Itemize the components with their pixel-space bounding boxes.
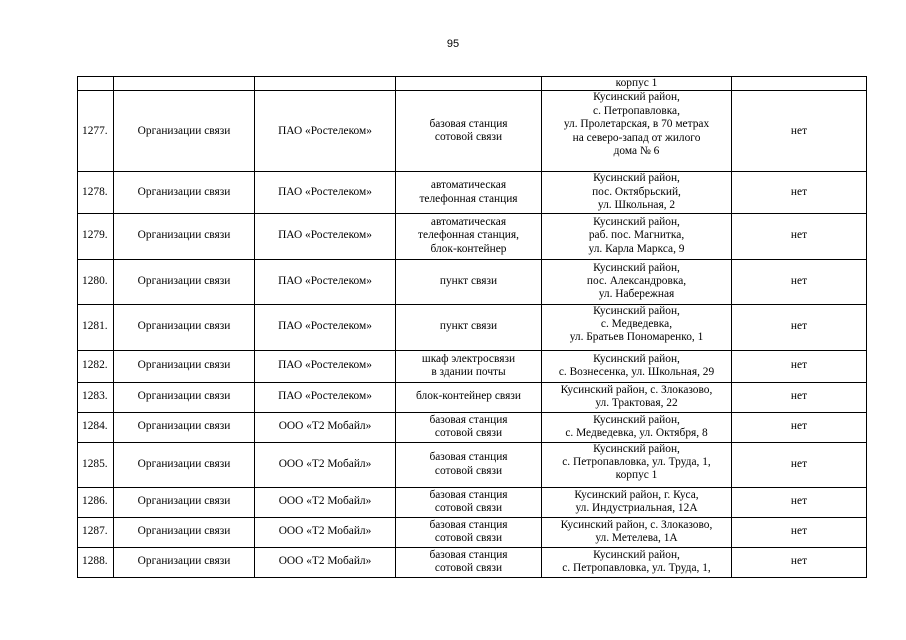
address-line: корпус 1 <box>615 469 658 482</box>
num-cell <box>78 77 114 91</box>
category-cell <box>114 442 255 487</box>
address-line: ул. Братьев Пономаренко, 1 <box>569 331 704 344</box>
category-cell <box>114 547 255 577</box>
object-line: базовая станция <box>429 488 508 501</box>
owner-cell <box>255 91 396 172</box>
address-line: с. Медведевка, ул. Октября, 8 <box>565 427 708 440</box>
num-cell <box>78 213 114 259</box>
object-cell <box>396 213 542 259</box>
category-cell <box>114 350 255 382</box>
owner-cell <box>255 382 396 412</box>
address-cell <box>542 91 732 172</box>
object-line: автоматическая <box>430 179 507 192</box>
object-line: базовая станция <box>429 118 508 130</box>
address-line: Кусинский район, <box>593 91 680 104</box>
owner-text: ООО «Т2 Мобайл» <box>278 525 372 538</box>
address-cell <box>542 487 732 517</box>
category-cell <box>114 517 255 547</box>
address-line: ул. Пролетарская, в 70 метрах <box>563 118 710 131</box>
num-cell <box>78 547 114 577</box>
address-line: с. Петропавловка, ул. Труда, 1, <box>562 456 711 469</box>
address-line: Кусинский район, с. Злоказово, <box>560 383 713 396</box>
num-cell <box>78 172 114 213</box>
owner-cell <box>255 517 396 547</box>
value-text: нет <box>790 495 808 508</box>
registry-table <box>77 76 867 578</box>
value-cell <box>732 91 867 172</box>
address-cell <box>542 77 732 91</box>
value-cell <box>732 487 867 517</box>
address-line: ул. Набережная <box>598 288 675 301</box>
address-cell <box>542 304 732 350</box>
owner-text: ПАО «Ростелеком» <box>278 124 372 137</box>
value-text: нет <box>790 457 808 470</box>
row-number: 1279. <box>82 229 108 242</box>
category-text: Организации связи <box>137 457 231 470</box>
address-line: с. Петропавловка, <box>593 104 680 117</box>
owner-cell <box>255 213 396 259</box>
category-cell <box>114 412 255 442</box>
address-line: Кусинский район, <box>593 413 680 426</box>
address-cell <box>542 547 732 577</box>
object-line: пункт связи <box>439 320 498 333</box>
category-cell <box>114 91 255 172</box>
row-number: 1288. <box>82 555 108 568</box>
row-number: 1282. <box>82 359 108 372</box>
category-text: Организации связи <box>137 320 231 333</box>
category-cell <box>114 213 255 259</box>
category-text: Организации связи <box>137 420 231 433</box>
object-line: базовая станция <box>429 451 508 464</box>
table-row <box>78 213 867 259</box>
address-line: Кусинский район, <box>593 442 680 455</box>
table-row <box>78 382 867 412</box>
owner-text: ООО «Т2 Мобайл» <box>278 420 372 433</box>
value-text: нет <box>790 555 808 568</box>
owner-cell <box>255 487 396 517</box>
value-cell <box>732 517 867 547</box>
object-cell <box>396 77 542 91</box>
category-cell <box>114 487 255 517</box>
row-number: 1283. <box>82 390 108 403</box>
object-line: телефонная станция <box>419 192 518 205</box>
category-text: Организации связи <box>137 229 231 242</box>
row-number: 1280. <box>82 274 108 287</box>
object-cell <box>396 259 542 304</box>
table-row <box>78 91 867 172</box>
address-line: Кусинский район, <box>593 261 680 274</box>
row-number: 1284. <box>82 420 108 433</box>
object-cell <box>396 91 542 172</box>
address-line: пос. Александровка, <box>586 274 687 287</box>
table-body <box>78 77 867 578</box>
object-cell <box>396 442 542 487</box>
object-line: сотовой связи <box>434 532 503 545</box>
address-line: Кусинский район, <box>593 548 680 561</box>
num-cell <box>78 442 114 487</box>
table-row <box>78 259 867 304</box>
address-line: ул. Трактовая, 22 <box>595 397 678 410</box>
table-row <box>78 172 867 213</box>
value-cell <box>732 382 867 412</box>
object-line: базовая станция <box>429 518 508 531</box>
category-text: Организации связи <box>137 124 231 137</box>
address-cell <box>542 259 732 304</box>
owner-cell <box>255 412 396 442</box>
value-cell <box>732 412 867 442</box>
value-text: нет <box>790 185 808 198</box>
table-row <box>78 412 867 442</box>
table-row <box>78 304 867 350</box>
address-cell <box>542 382 732 412</box>
owner-text: ООО «Т2 Мобайл» <box>278 555 372 568</box>
object-cell <box>396 172 542 213</box>
row-number: 1278. <box>82 185 108 198</box>
object-line: в здании почты <box>431 366 506 379</box>
object-cell <box>396 517 542 547</box>
row-number: 1277. <box>82 124 108 137</box>
owner-cell <box>255 547 396 577</box>
address-cell <box>542 213 732 259</box>
address-line: ул. Школьная, 2 <box>597 199 676 212</box>
category-text: Организации связи <box>137 495 231 508</box>
object-line: базовая станция <box>429 413 508 426</box>
object-cell <box>396 412 542 442</box>
category-cell <box>114 77 255 91</box>
owner-text: ПАО «Ростелеком» <box>278 320 372 333</box>
owner-cell <box>255 350 396 382</box>
address-cell <box>542 172 732 213</box>
value-cell <box>732 213 867 259</box>
value-cell <box>732 77 867 91</box>
owner-text: ООО «Т2 Мобайл» <box>278 457 372 470</box>
value-cell <box>732 350 867 382</box>
object-line: сотовой связи <box>434 464 503 477</box>
owner-text: ПАО «Ростелеком» <box>278 274 372 287</box>
owner-text: ПАО «Ростелеком» <box>278 229 372 242</box>
num-cell <box>78 412 114 442</box>
value-text: нет <box>790 320 808 333</box>
value-text: нет <box>790 420 808 433</box>
num-cell <box>78 517 114 547</box>
owner-cell <box>255 304 396 350</box>
category-cell <box>114 259 255 304</box>
owner-text: ПАО «Ростелеком» <box>278 359 372 372</box>
address-line: ул. Метелева, 1А <box>595 532 678 545</box>
address-line: ул. Индустриальная, 12А <box>575 502 698 515</box>
value-cell <box>732 172 867 213</box>
row-number: 1286. <box>82 495 108 508</box>
address-line: с. Медведевка, <box>600 318 673 331</box>
object-line: автоматическая <box>430 216 507 229</box>
object-line: сотовой связи <box>434 502 503 515</box>
object-line: блок-контейнер <box>430 242 507 255</box>
num-cell <box>78 487 114 517</box>
address-cell <box>542 517 732 547</box>
category-text: Организации связи <box>137 555 231 568</box>
address-line: Кусинский район, <box>593 352 680 365</box>
table-row <box>78 442 867 487</box>
address-cell <box>542 442 732 487</box>
value-cell <box>732 304 867 350</box>
table-row <box>78 517 867 547</box>
value-text: нет <box>790 274 808 287</box>
address-cell <box>542 350 732 382</box>
address-line: Кусинский район, <box>593 216 680 229</box>
category-cell <box>114 172 255 213</box>
category-text: Организации связи <box>137 359 231 372</box>
page-number: 95 <box>446 38 460 50</box>
category-cell <box>114 382 255 412</box>
value-text: нет <box>790 124 808 137</box>
address-cell <box>542 412 732 442</box>
num-cell <box>78 304 114 350</box>
object-line: сотовой связи <box>434 131 503 144</box>
table-row <box>78 350 867 382</box>
row-number: 1281. <box>82 320 108 333</box>
owner-cell <box>255 259 396 304</box>
value-cell <box>732 547 867 577</box>
object-cell <box>396 304 542 350</box>
value-text: нет <box>790 229 808 242</box>
address-line: с. Петропавловка, ул. Труда, 1, <box>562 562 711 575</box>
value-text: нет <box>790 390 808 403</box>
value-cell <box>732 259 867 304</box>
address-line: Кусинский район, <box>593 172 680 185</box>
object-line: базовая станция <box>429 548 508 561</box>
category-cell <box>114 304 255 350</box>
address-line: корпус 1 <box>615 77 658 89</box>
address-line: Кусинский район, с. Злоказово, <box>560 518 713 531</box>
owner-cell <box>255 77 396 91</box>
value-text: нет <box>790 359 808 372</box>
owner-text: ООО «Т2 Мобайл» <box>278 495 372 508</box>
object-line: сотовой связи <box>434 562 503 575</box>
object-cell <box>396 487 542 517</box>
address-line: ул. Карла Маркса, 9 <box>588 242 685 255</box>
object-line: шкаф электросвязи <box>421 352 516 365</box>
value-cell <box>732 442 867 487</box>
address-line: раб. пос. Магнитка, <box>588 229 685 242</box>
num-cell <box>78 382 114 412</box>
object-line: сотовой связи <box>434 427 503 440</box>
table-row <box>78 547 867 577</box>
category-text: Организации связи <box>137 274 231 287</box>
address-line: пос. Октябрьский, <box>592 185 681 198</box>
address-line: с. Вознесенка, ул. Школьная, 29 <box>558 366 715 379</box>
row-number: 1287. <box>82 525 108 538</box>
num-cell <box>78 350 114 382</box>
continuation-row <box>78 77 867 91</box>
owner-text: ПАО «Ростелеком» <box>278 390 372 403</box>
address-line: дома № 6 <box>613 145 660 158</box>
category-text: Организации связи <box>137 390 231 403</box>
num-cell <box>78 91 114 172</box>
address-line: Кусинский район, <box>593 304 680 317</box>
category-text: Организации связи <box>137 525 231 538</box>
owner-cell <box>255 442 396 487</box>
row-number: 1285. <box>82 457 108 470</box>
num-cell <box>78 259 114 304</box>
value-text: нет <box>790 525 808 538</box>
object-line: телефонная станция, <box>418 229 519 242</box>
object-line: пункт связи <box>439 274 498 287</box>
owner-cell <box>255 172 396 213</box>
table-row <box>78 487 867 517</box>
category-text: Организации связи <box>137 185 231 198</box>
address-line: Кусинский район, г. Куса, <box>574 488 699 501</box>
address-line: на северо-запад от жилого <box>572 131 701 144</box>
object-line: блок-контейнер связи <box>416 390 521 403</box>
object-cell <box>396 382 542 412</box>
owner-text: ПАО «Ростелеком» <box>278 185 372 198</box>
object-cell <box>396 547 542 577</box>
object-cell <box>396 350 542 382</box>
